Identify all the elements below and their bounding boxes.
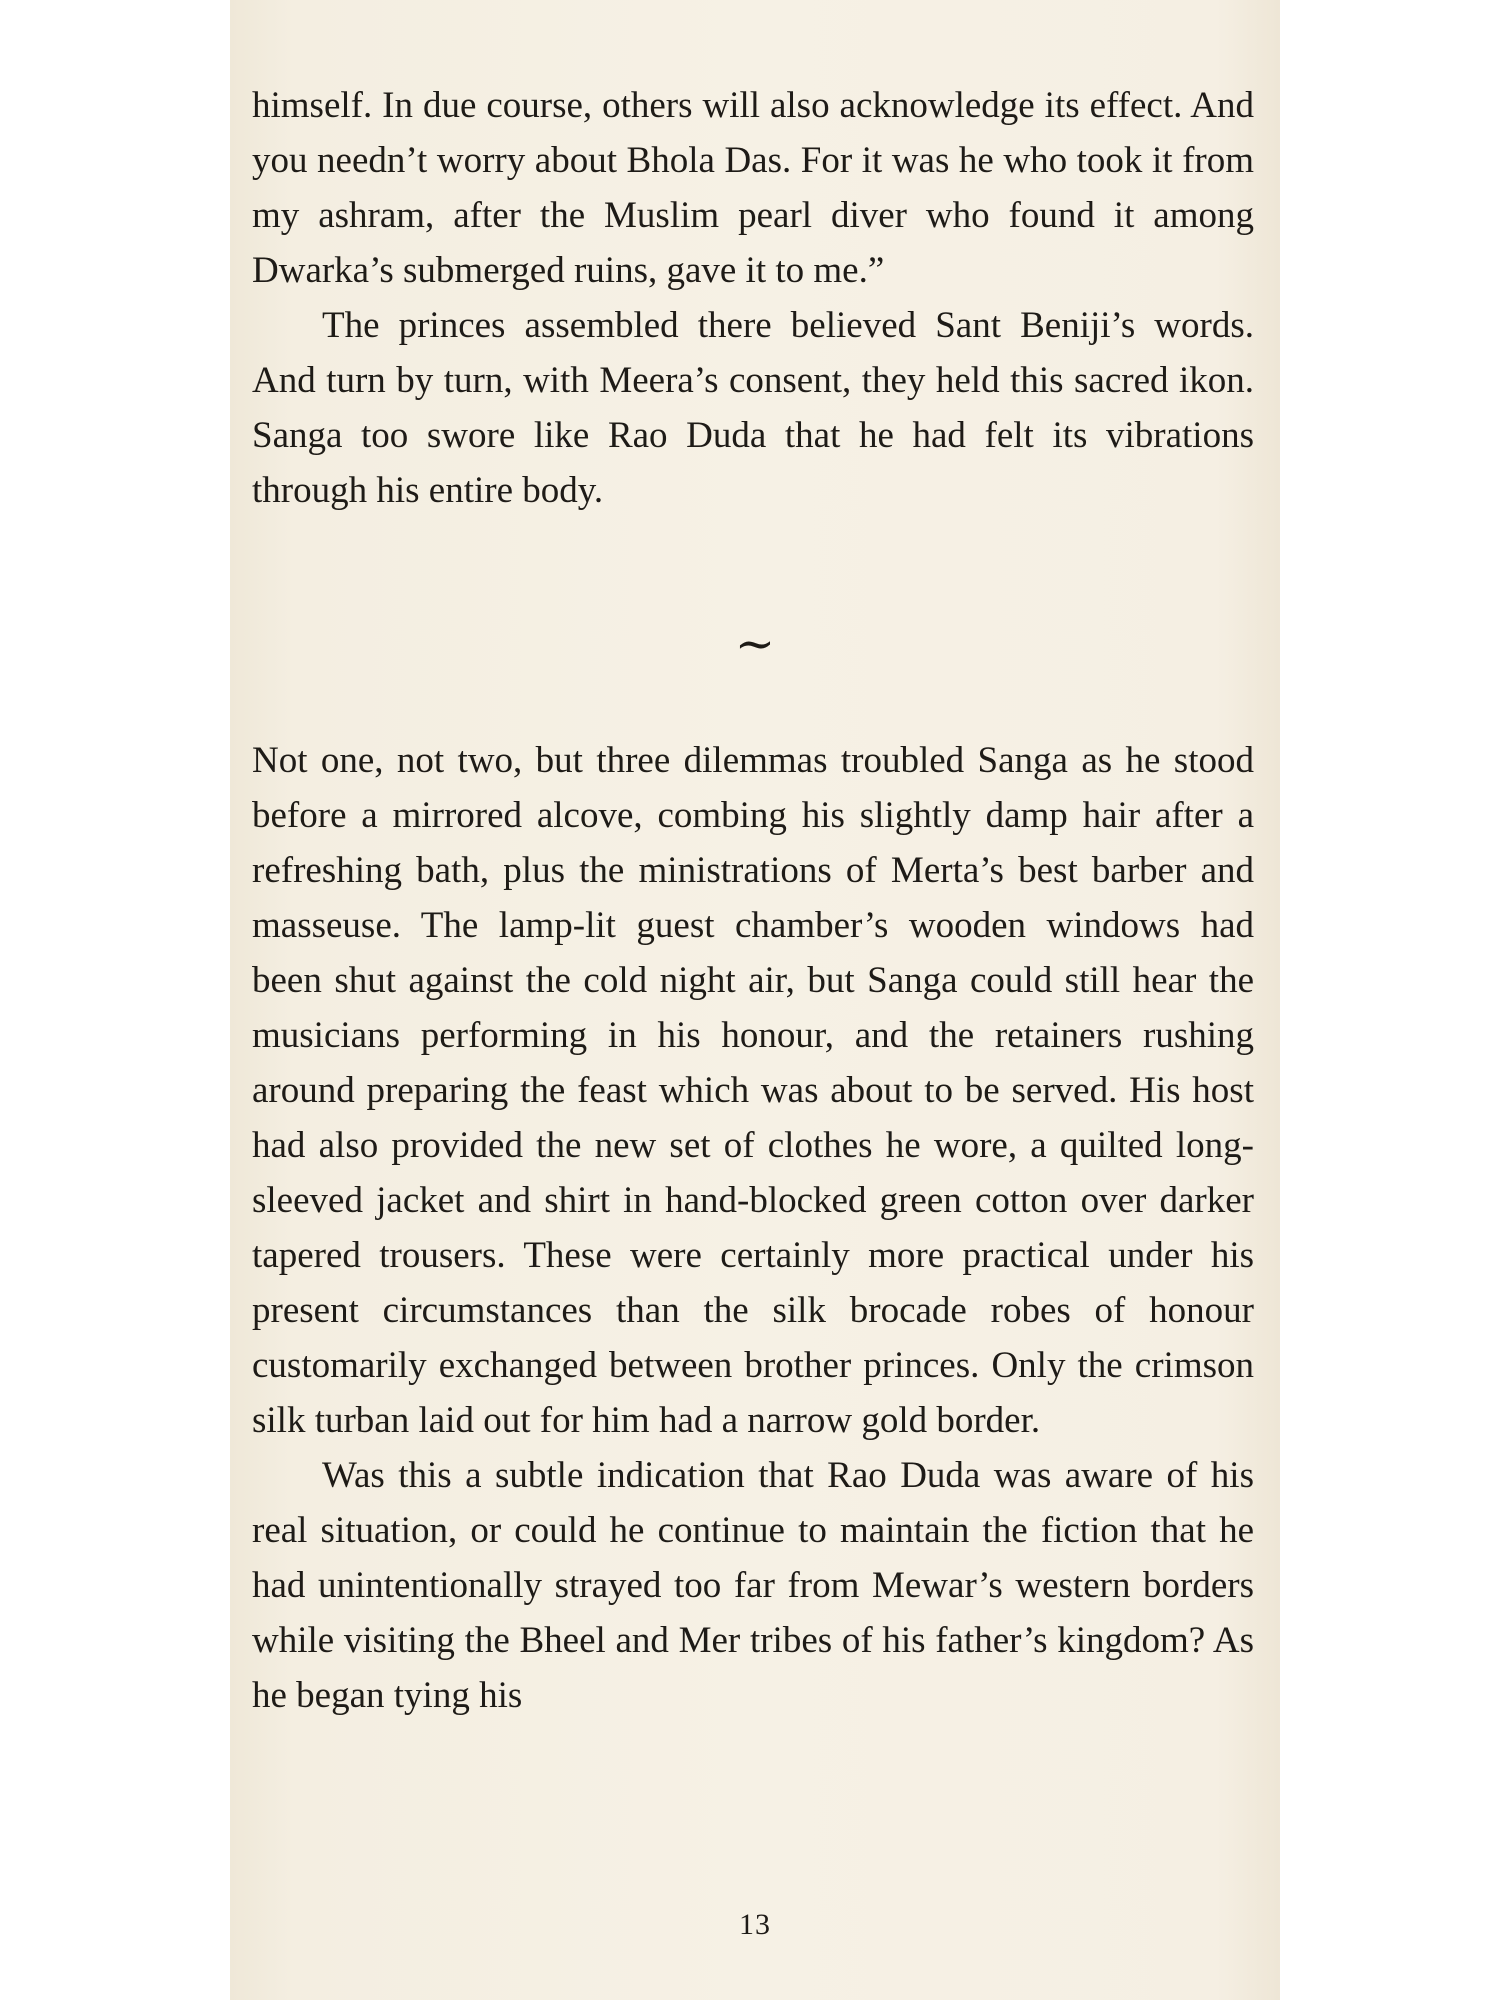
text-block-top bbox=[252, 78, 1254, 518]
section-break-ornament: ~ bbox=[734, 616, 776, 672]
book-page bbox=[230, 0, 1280, 2000]
text-block-bottom bbox=[252, 733, 1254, 1723]
paragraph: The princes assembled there believed Sant Beniji’s words. And turn by turn, with Meera’s consent, they held this sacred ikon. Sanga too swore like Rao Duda that he had felt its vibrations through his entire body. bbox=[252, 305, 1254, 511]
page-number: 13 bbox=[739, 1908, 771, 1941]
paragraph: Not one, not two, but three dilemmas troubled Sanga as he stood before a mirrored alcove, combing his slightly damp hair after a refreshing bath, plus the ministrations of Merta’s best barber and masseuse. The lamp-lit guest chamber’s wooden windows had been shut against the cold night air, but Sanga could still hear the musicians performing in his honour, and the retainers rushing around preparing the feast which was about to be served. His host had also provided the new set of clothes he wore, a quilted long-sleeved jacket and shirt in hand-blocked green cotton over darker tapered trousers. These were certainly more practical under his present circumstances than the silk brocade robes of honour customarily exchanged between brother princes. Only the crimson silk turban laid out for him had a narrow gold border. bbox=[252, 740, 1254, 1441]
paragraph: Was this a subtle indication that Rao Duda was aware of his real situation, or could he continue to maintain the fiction that he had unintentionally strayed too far from Mewar’s western borders while visiting the Bheel and Mer tribes of his father’s kingdom? As he began tying his bbox=[252, 1455, 1254, 1716]
paragraph-continuation: himself. In due course, others will also acknowledge its effect. And you needn’t worry about Bhola Das. For it was he who took it from my ashram, after the Muslim pearl diver who found it among Dwarka’s submerged ruins, gave it to me.” bbox=[252, 85, 1254, 291]
